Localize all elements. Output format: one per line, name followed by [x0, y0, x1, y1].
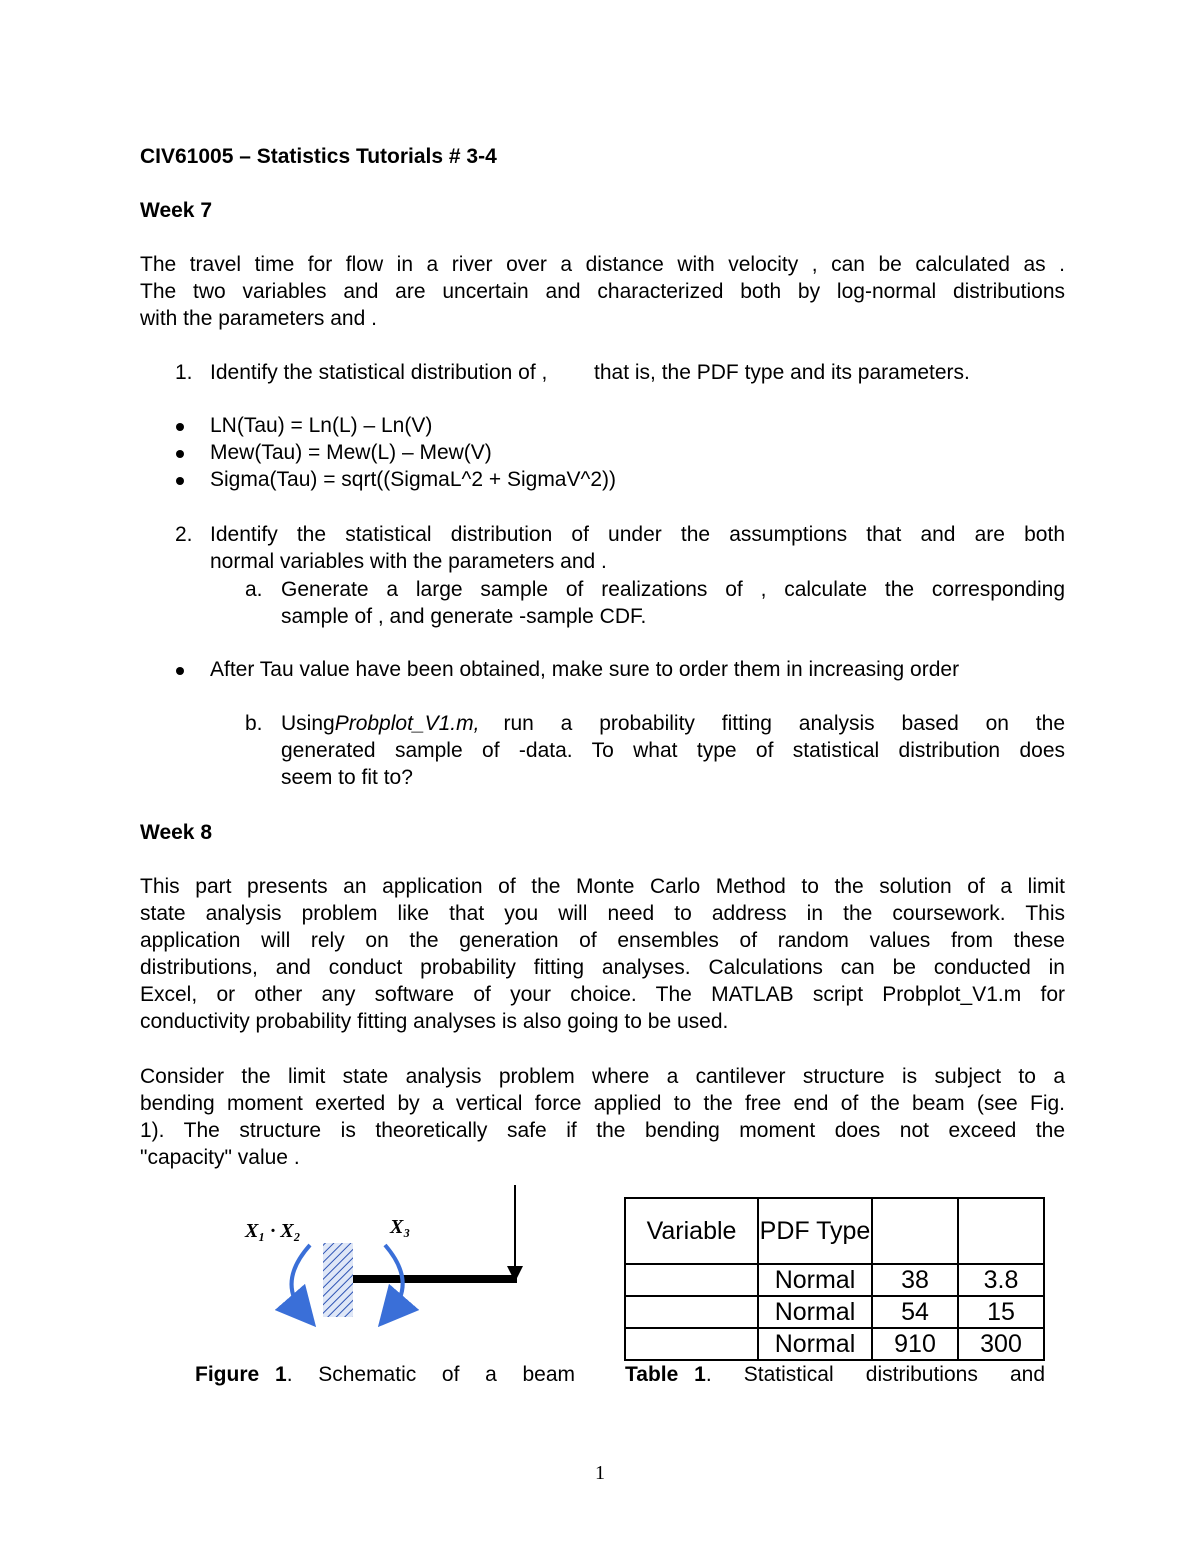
bullet-icon — [176, 667, 184, 675]
question-2-line: Identify the statistical distribution of under the assumptions that and are both — [210, 523, 1065, 546]
table-header-cell: PDF Type — [758, 1198, 872, 1264]
question-2a-letter: a. — [245, 578, 263, 601]
para-line: distributions, and conduct probability fitting analyses. Calculations can be conducted in — [140, 956, 1065, 979]
table-cell: 300 — [958, 1328, 1044, 1360]
table-cell — [625, 1264, 758, 1296]
para-line: Consider the limit state analysis problem where a cantilever structure is subject to a — [140, 1065, 1065, 1088]
question-1-number: 1. — [175, 361, 193, 384]
document-title: CIV61005 – Statistics Tutorials # 3-4 — [140, 145, 497, 168]
table-cell: Normal — [758, 1328, 872, 1360]
table-header-row — [625, 1198, 1044, 1264]
table-row — [625, 1296, 1044, 1328]
para-line: conductivity probability fitting analyses is also going to be used. — [140, 1010, 729, 1033]
page-number: 1 — [595, 1462, 605, 1484]
question-2b-letter: b. — [245, 712, 263, 735]
bullet-icon — [176, 450, 184, 458]
bullet-item: Sigma(Tau) = sqrt((SigmaL^2 + SigmaV^2)) — [210, 468, 617, 491]
q2b-rest: run a probability fitting analysis based on the — [503, 712, 1065, 735]
intro-line: with the parameters and . — [140, 307, 377, 330]
intro-line: The two variables and are uncertain and characterized both by log-normal distributions — [140, 280, 1065, 303]
para-line: bending moment exerted by a vertical force applied to the free end of the beam (see Fig. — [140, 1092, 1065, 1115]
para-line: "capacity" value . — [140, 1146, 300, 1169]
table-row — [625, 1328, 1044, 1360]
question-2a-line: sample of , and generate -sample CDF. — [281, 605, 647, 628]
table-cell: 3.8 — [958, 1264, 1044, 1296]
label-x1-x2: X₁ · X₂ — [245, 1220, 301, 1242]
table-cell: 54 — [872, 1296, 958, 1328]
para-line: Excel, or other any software of your choice. The MATLAB script Probplot_V1.m for — [140, 983, 1065, 1006]
week8-heading: Week 8 — [140, 821, 212, 844]
bullet-icon — [176, 423, 184, 431]
intro-line: The travel time for flow in a river over a distance with velocity , can be calculated as . — [140, 253, 1065, 276]
beam-figure — [235, 1180, 535, 1330]
table-cell: Normal — [758, 1264, 872, 1296]
table-header-cell: Variable — [625, 1198, 758, 1264]
table-cell: Normal — [758, 1296, 872, 1328]
wall-support — [323, 1243, 353, 1317]
question-2b-line-2: generated sample of -data. To what type of statistical distribution does — [281, 739, 1065, 762]
figure-caption-label: Figure 1 — [195, 1363, 287, 1386]
question-2-line: normal variables with the parameters and . — [210, 550, 607, 573]
table-cell: 910 — [872, 1328, 958, 1360]
beam-schematic — [235, 1180, 535, 1330]
distribution-table — [624, 1197, 1045, 1361]
table-header-cell — [958, 1198, 1044, 1264]
table-header-cell — [872, 1198, 958, 1264]
week7-heading: Week 7 — [140, 199, 212, 222]
bullet-item: After Tau value have been obtained, make sure to order them in increasing order — [210, 658, 960, 681]
beam — [353, 1275, 517, 1283]
question-2b-line-1 — [281, 710, 1065, 737]
question-2-number: 2. — [175, 523, 193, 546]
table-cell — [625, 1328, 758, 1360]
para-line: state analysis problem like that you will need to address in the coursework. This — [140, 902, 1065, 925]
para-line: This part presents an application of the Monte Carlo Method to the solution of a limit — [140, 875, 1065, 898]
table-caption — [625, 1361, 1045, 1388]
question-2a-line: Generate a large sample of realizations of , calculate the corresponding — [281, 578, 1065, 601]
bullet-item: LN(Tau) = Ln(L) – Ln(V) — [210, 414, 433, 437]
question-2b-line-3: seem to fit to? — [281, 766, 413, 789]
table-row — [625, 1264, 1044, 1296]
label-x3: X₃ — [390, 1216, 411, 1238]
figure-caption-text: . Schematic of a beam — [286, 1363, 575, 1386]
figure-caption — [195, 1361, 575, 1388]
bullet-item: Mew(Tau) = Mew(L) – Mew(V) — [210, 441, 492, 464]
table-cell: 15 — [958, 1296, 1044, 1328]
table-cell — [625, 1296, 758, 1328]
q2b-using: Using — [281, 712, 335, 735]
moment-arrow-left — [292, 1245, 310, 1312]
para-line: 1). The structure is theoretically safe if the bending moment does not exceed the — [140, 1119, 1065, 1142]
q2b-script-name: Probplot_V1.m, — [334, 712, 480, 735]
table-cell: 38 — [872, 1264, 958, 1296]
para-line: application will rely on the generation of ensembles of random values from these — [140, 929, 1065, 952]
bullet-icon — [176, 477, 184, 485]
question-1-text: Identify the statistical distribution of , that is, the PDF type and its parameters. — [210, 361, 970, 384]
table-caption-label: Table 1 — [625, 1363, 706, 1386]
table-caption-text: . Statistical distributions and — [705, 1363, 1045, 1386]
